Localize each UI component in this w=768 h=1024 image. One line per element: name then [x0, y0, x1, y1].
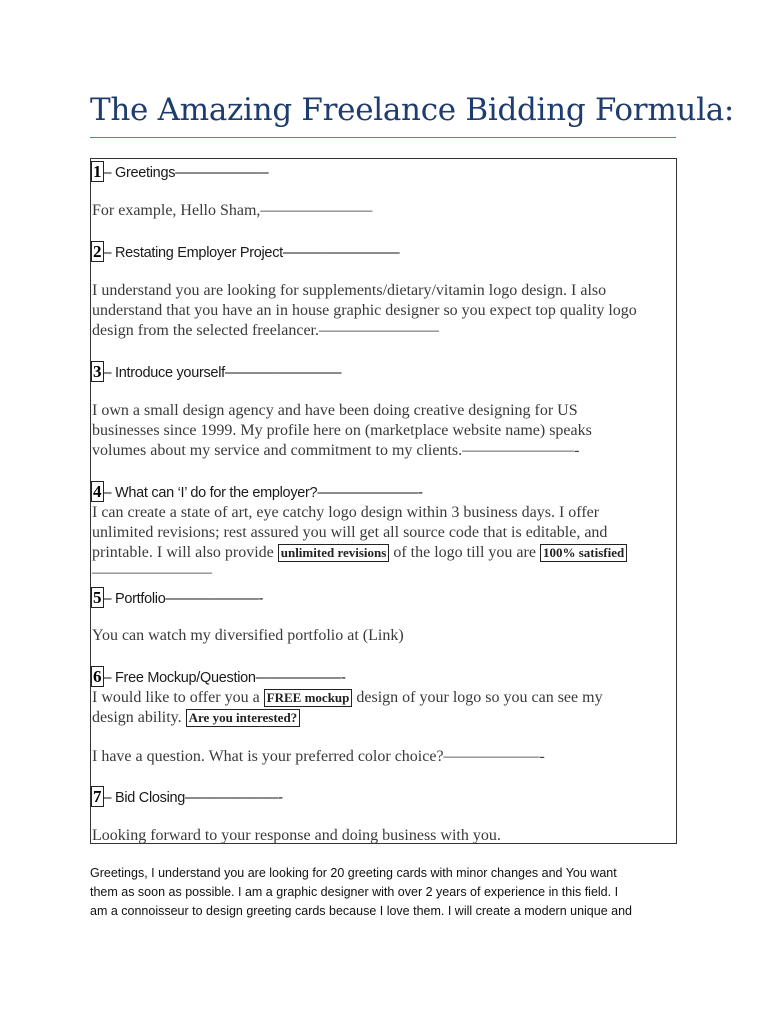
- section-6-heading: [91, 666, 346, 689]
- highlight-satisfied: 100% satisfied: [540, 544, 627, 562]
- section-number: 7: [93, 787, 102, 806]
- body-line: unlimited revisions; rest assured you will get all source code that is editable, and: [92, 524, 608, 541]
- body-line: I understand you are looking for supplements/dietary/vitamin logo design. I also: [92, 282, 607, 299]
- body-line: [92, 708, 300, 728]
- example-paragraph: [90, 864, 680, 921]
- body-line: [92, 543, 627, 563]
- section-heading-text: – Free Mockup/Question–––––––––––-: [103, 670, 346, 686]
- section-4-heading: [91, 481, 423, 504]
- paragraph-line: them as soon as possible. I am a graphic designer with over 2 years of experience in this field. I: [90, 885, 619, 899]
- body-text: design of your logo so you can see my: [352, 689, 603, 706]
- body-line: design from the selected freelancer.–––––––––––––––: [92, 322, 439, 339]
- body-line: I own a small design agency and have been doing creative designing for US: [92, 402, 578, 419]
- paragraph-line: Greetings, I understand you are looking for 20 greeting cards with minor changes and You want: [90, 866, 617, 880]
- body-text: design ability.: [92, 709, 186, 726]
- body-line: I have a question. What is your preferred color choice?––––––––––––-: [92, 748, 545, 765]
- section-heading-text: – Introduce yourself–––––––––––––––: [103, 365, 342, 381]
- body-line: understand that you have an in house graphic designer so you expect top quality logo: [92, 302, 637, 319]
- document-title: The Amazing Freelance Bidding Formula:: [90, 92, 735, 128]
- highlight-are-you-interested: Are you interested?: [186, 709, 301, 727]
- section-heading-text: – What can ‘I’ do for the employer?–––––––––––––-: [103, 485, 423, 501]
- body-text: of the logo till you are: [389, 544, 540, 561]
- body-line: [92, 688, 603, 708]
- body-text: I would like to offer you a: [92, 689, 264, 706]
- section-heading-text: – Greetings––––––––––––: [103, 165, 269, 181]
- body-line: For example, Hello Sham,––––––––––––––: [92, 202, 373, 219]
- highlight-free-mockup: FREE mockup: [264, 689, 353, 707]
- body-line: Looking forward to your response and doing business with you.: [92, 827, 501, 844]
- section-number: 5: [93, 588, 102, 607]
- formula-box: [90, 158, 677, 844]
- highlight-unlimited-revisions: unlimited revisions: [278, 544, 390, 562]
- section-number: 6: [93, 667, 102, 686]
- section-heading-text: – Bid Closing––––––––––––-: [103, 790, 283, 806]
- paragraph-line: am a connoisseur to design greeting cards because I love them. I will create a modern unique and: [90, 904, 632, 918]
- body-line: businesses since 1999. My profile here on (marketplace website name) speaks: [92, 422, 592, 439]
- body-line: You can watch my diversified portfolio at (Link): [92, 627, 404, 644]
- section-number: 2: [93, 242, 102, 261]
- section-heading-text: – Restating Employer Project–––––––––––––––: [103, 245, 400, 261]
- section-number: 4: [93, 482, 102, 501]
- title-underline: [90, 137, 676, 138]
- section-number: 3: [93, 362, 102, 381]
- section-number: 1: [93, 162, 102, 181]
- section-3-heading: [91, 361, 341, 384]
- section-7-heading: [91, 786, 283, 809]
- section-2-heading: [91, 241, 399, 264]
- body-text: printable. I will also provide: [92, 544, 278, 561]
- body-line: volumes about my service and commitment to my clients.––––––––––––––-: [92, 442, 580, 459]
- body-line: –––––––––––––––: [92, 564, 212, 581]
- section-1-heading: [91, 161, 268, 184]
- body-line: I can create a state of art, eye catchy logo design within 3 business days. I offer: [92, 504, 600, 521]
- section-heading-text: – Portfolio––––––––––––-: [103, 591, 264, 607]
- section-5-heading: [91, 587, 263, 610]
